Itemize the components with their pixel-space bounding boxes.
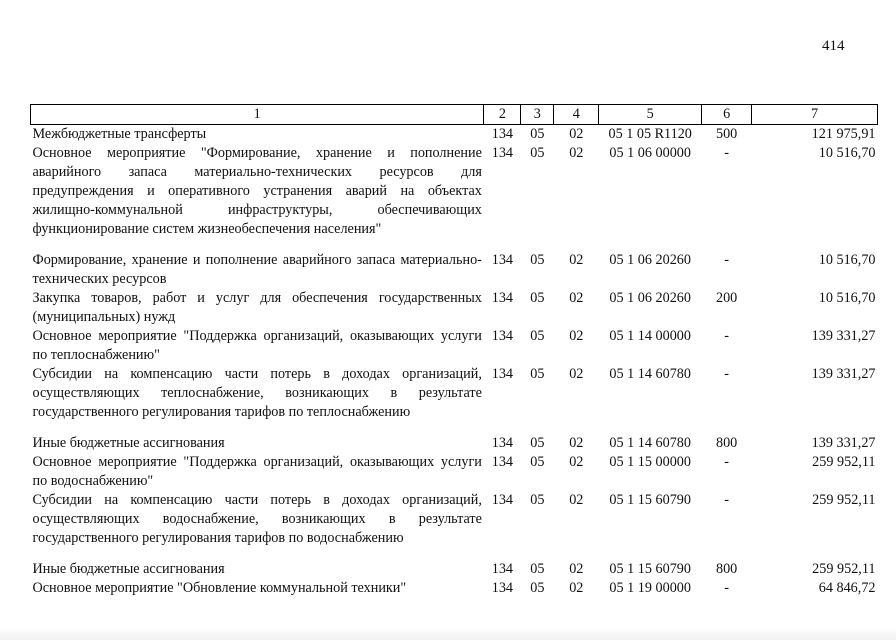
code-cell: 05 (530, 290, 545, 306)
item-name: Основное мероприятие "Поддержка организаций, оказывающих услуги по теплоснабжению" (32, 328, 482, 363)
code-cell: - (724, 580, 729, 596)
code-cell: 05 1 15 60790 (609, 492, 691, 508)
amount-cell: 259 952,11 (812, 454, 876, 470)
code-cell: 134 (491, 126, 514, 142)
column-header: 4 (554, 105, 599, 125)
item-name: Субсидии на компенсацию части потерь в доходах организаций, осуществляющих теплоснабжение, возникающих в результате государственного регулирования тарифов по теплоснабжению (32, 366, 482, 420)
code-cell: - (724, 328, 729, 344)
table-row (31, 453, 878, 491)
code-cell: - (724, 492, 729, 508)
code-cell: 02 (569, 145, 584, 161)
table-row (31, 125, 878, 145)
item-name: Формирование, хранение и пополнение аварийного запаса материально-технических ресурсов (32, 252, 482, 287)
amount-cell: 139 331,27 (811, 328, 876, 344)
code-cell: 05 (530, 492, 545, 508)
code-cell: 134 (491, 290, 514, 306)
item-name: Иные бюджетные ассигнования (32, 561, 225, 577)
code-cell: 05 1 06 20260 (609, 252, 691, 268)
code-cell: - (724, 145, 729, 161)
code-cell: 05 (530, 561, 545, 577)
code-cell: 200 (715, 290, 738, 306)
table-row (31, 560, 878, 579)
code-cell: 02 (569, 435, 584, 451)
amount-cell: 10 516,70 (818, 145, 876, 161)
table-row (31, 144, 878, 251)
code-cell: 05 1 14 00000 (609, 328, 691, 344)
table-row (31, 579, 878, 598)
column-header: 6 (702, 105, 752, 125)
code-cell: 05 (530, 580, 545, 596)
item-name: Основное мероприятие "Поддержка организаций, оказывающих услуги по водоснабжению" (32, 454, 482, 489)
item-name: Межбюджетные трансферты (32, 126, 207, 142)
item-name: Основное мероприятие "Обновление коммунальной техники" (32, 580, 407, 596)
header-row (31, 105, 878, 125)
item-name: Субсидии на компенсацию части потерь в доходах организаций, осуществляющих водоснабжение, возникающих в результате государственного регулирования тарифов по водоснабжению (32, 492, 482, 546)
code-cell: 02 (569, 580, 584, 596)
code-cell: 05 1 15 00000 (609, 454, 691, 470)
code-cell: 05 1 06 00000 (609, 145, 691, 161)
table-row (31, 491, 878, 560)
code-cell: 800 (715, 561, 738, 577)
code-cell: 02 (569, 126, 584, 142)
table-row (31, 434, 878, 453)
amount-cell: 64 846,72 (818, 580, 876, 596)
code-cell: 05 1 19 00000 (609, 580, 691, 596)
code-cell: 134 (491, 145, 514, 161)
item-name: Основное мероприятие "Формирование, хранение и пополнение аварийного запаса материально-технических ресурсов для предупреждения и оперативного устранения аварий на объектах жилищно-коммунальной инфраструктуры, обеспечивающих функционирование систем жизнеобеспечения населения" (32, 145, 482, 237)
code-cell: 134 (491, 435, 514, 451)
code-cell: 02 (569, 561, 584, 577)
code-cell: 134 (491, 561, 514, 577)
code-cell: 05 (530, 435, 545, 451)
code-cell: - (724, 366, 729, 382)
code-cell: 134 (491, 366, 514, 382)
amount-cell: 121 975,91 (811, 126, 876, 142)
table-row (31, 289, 878, 327)
code-cell: 134 (491, 492, 514, 508)
code-cell: 05 1 05 R1120 (608, 126, 692, 142)
code-cell: 05 (530, 252, 545, 268)
code-cell: 05 (530, 454, 545, 470)
code-cell: 134 (491, 580, 514, 596)
code-cell: 05 (530, 145, 545, 161)
code-cell: 05 (530, 126, 545, 142)
code-cell: 05 1 15 60790 (609, 561, 691, 577)
code-cell: 05 1 14 60780 (609, 366, 691, 382)
table-row (31, 251, 878, 289)
budget-table (30, 104, 878, 598)
column-header: 3 (521, 105, 554, 125)
code-cell: 134 (491, 328, 514, 344)
amount-cell: 139 331,27 (811, 435, 876, 451)
table-row (31, 365, 878, 434)
amount-cell: 259 952,11 (812, 492, 876, 508)
code-cell: - (724, 252, 729, 268)
code-cell: 05 1 06 20260 (609, 290, 691, 306)
column-header: 5 (599, 105, 702, 125)
amount-cell: 139 331,27 (811, 366, 876, 382)
code-cell: - (724, 454, 729, 470)
code-cell: 05 (530, 328, 545, 344)
code-cell: 02 (569, 366, 584, 382)
table-row (31, 327, 878, 365)
code-cell: 800 (715, 435, 738, 451)
code-cell: 134 (491, 252, 514, 268)
code-cell: 02 (569, 252, 584, 268)
item-name: Закупка товаров, работ и услуг для обеспечения государственных (муниципальных) нужд (32, 290, 482, 325)
code-cell: 05 1 14 60780 (609, 435, 691, 451)
code-cell: 02 (569, 454, 584, 470)
scan-edge-shadow (0, 628, 896, 640)
code-cell: 02 (569, 492, 584, 508)
amount-cell: 10 516,70 (818, 290, 876, 306)
code-cell: 500 (715, 126, 738, 142)
amount-cell: 10 516,70 (818, 252, 876, 268)
code-cell: 02 (569, 290, 584, 306)
page-number: 414 (822, 38, 845, 54)
item-name: Иные бюджетные ассигнования (32, 435, 225, 451)
code-cell: 05 (530, 366, 545, 382)
amount-cell: 259 952,11 (812, 561, 876, 577)
column-header: 2 (484, 105, 521, 125)
code-cell: 02 (569, 328, 584, 344)
column-header: 7 (752, 105, 878, 125)
code-cell: 134 (491, 454, 514, 470)
column-header: 1 (31, 105, 484, 125)
